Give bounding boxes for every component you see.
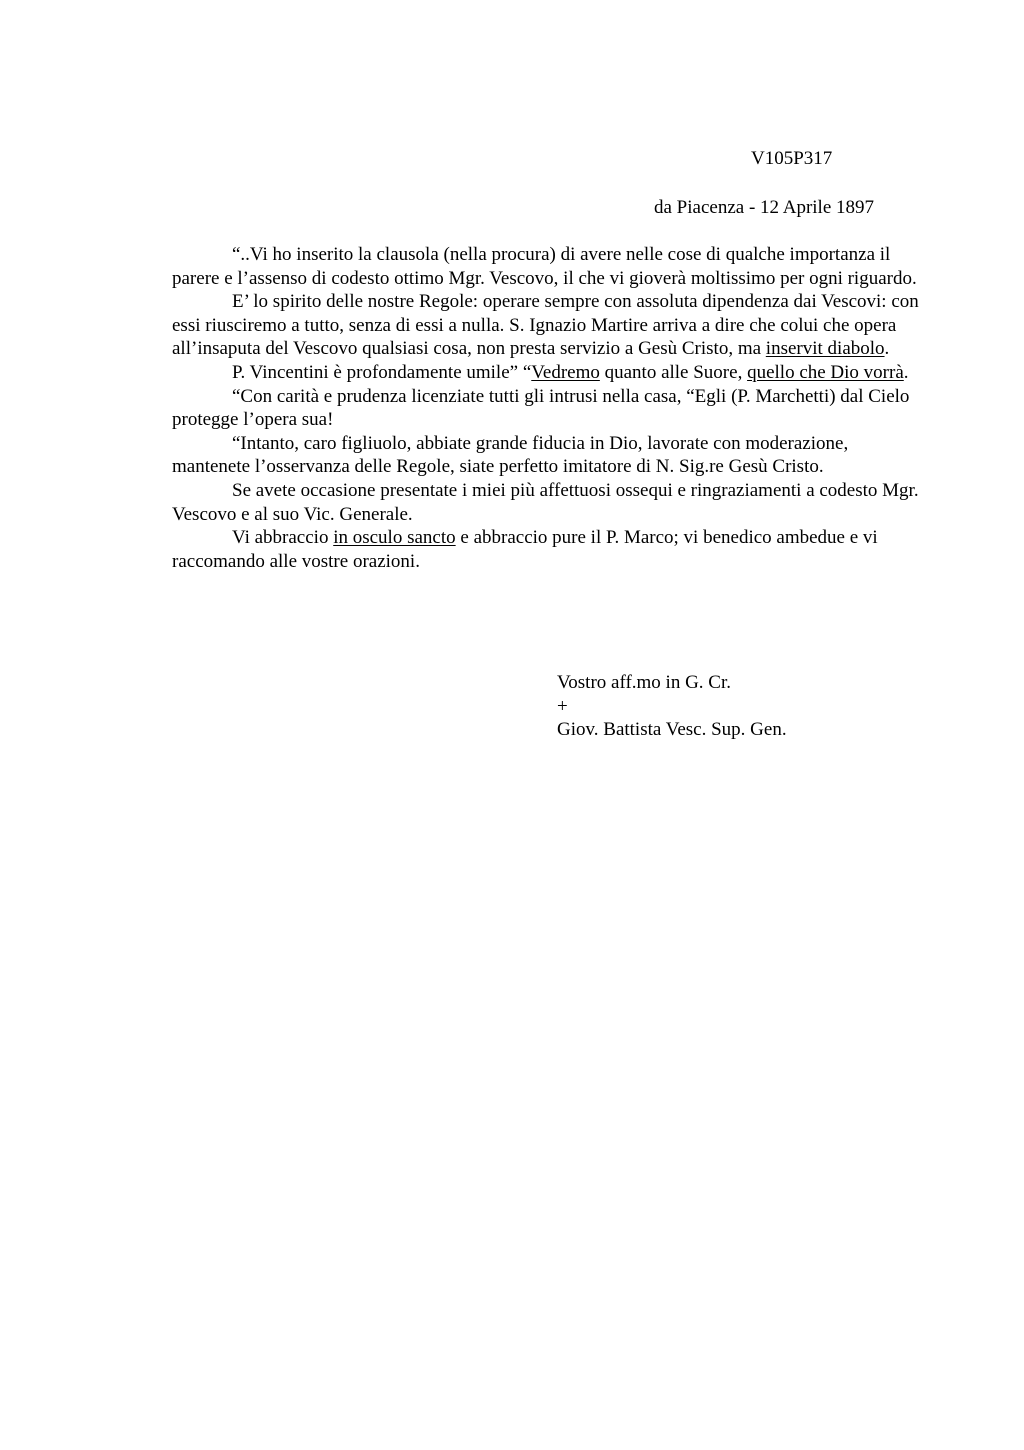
paragraph-7-text-2: e abbraccio pure il P. Marco; vi benedico ambedue e vi raccomando alle vostre orazioni.	[172, 527, 878, 572]
signature-name: Giov. Battista Vesc. Sup. Gen.	[557, 719, 787, 741]
paragraph-2	[172, 290, 924, 361]
paragraph-3-end: .	[903, 361, 909, 383]
underlined-phrase: quello che Dio vorrà	[747, 361, 904, 383]
paragraph-7-text-1: Vi abbraccio	[232, 527, 334, 549]
underlined-phrase: in osculo sancto	[333, 527, 456, 549]
place-date: da Piacenza - 12 Aprile 1897	[654, 197, 875, 218]
letter-body	[172, 243, 924, 573]
signature-block	[557, 671, 787, 742]
underlined-phrase: Vedremo	[531, 361, 600, 383]
paragraph-3-text-2: quanto alle Suore,	[599, 361, 748, 383]
paragraph-7	[172, 526, 924, 573]
paragraph-3-text-1: P. Vincentini è profondamente umile” “	[232, 361, 532, 383]
document-reference: V105P317	[751, 148, 833, 169]
paragraph-1: “..Vi ho inserito la clausola (nella procura) di avere nelle cose di qualche importanza il parere e l’assenso di codesto ottimo Mgr. Vescovo, il che vi gioverà moltissimo per ogni riguardo.	[172, 244, 917, 289]
paragraph-3	[172, 361, 924, 385]
paragraph-5: “Intanto, caro figliuolo, abbiate grande fiducia in Dio, lavorate con moderazione, mantenete l’osservanza delle Regole, siate perfetto imitatore di N. Sig.re Gesù Cristo.	[172, 432, 849, 478]
signature-closing: Vostro aff.mo in G. Cr.	[557, 672, 731, 693]
paragraph-2-end: .	[884, 338, 890, 360]
underlined-phrase: inservit diabolo	[765, 338, 885, 360]
paragraph-4: “Con carità e prudenza licenziate tutti gli intrusi nella casa, “Egli (P. Marchetti) dal Cielo protegge l’opera sua!	[172, 385, 910, 431]
signature-cross: +	[557, 695, 568, 717]
paragraph-2-text: E’ lo spirito delle nostre Regole: operare sempre con assoluta dipendenza dai Vescovi: con essi riusciremo a tutto, senza di essi a nulla. S. Ignazio Martire arriva a dire che colui che opera all’insaputa del Vescovo qualsiasi cosa, non presta servizio a Gesù Cristo, ma	[172, 291, 919, 360]
paragraph-6: Se avete occasione presentate i miei più affettuosi ossequi e ringraziamenti a codesto Mgr. Vescovo e al suo Vic. Generale.	[172, 479, 919, 525]
